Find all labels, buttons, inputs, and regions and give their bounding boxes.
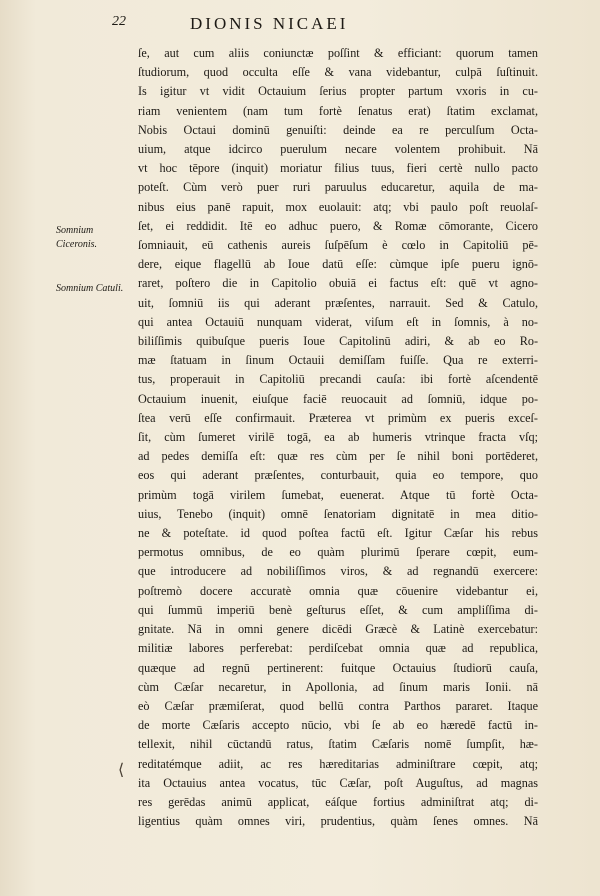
text-line: res gerēdas animū applicat, eáſque fortius adminiſtrat atq; di- xyxy=(138,794,538,809)
text-line: qui antea Octauiū nunquam viderat, viſum eſt in ſomnis, à no- xyxy=(138,314,538,329)
page-number: 22 xyxy=(112,14,126,29)
running-title: DIONIS NICAEI xyxy=(190,14,349,33)
handwritten-bracket-mark: ⟨ xyxy=(118,762,125,779)
text-line: ita Octauius antea vocatus, tūc Cæſar, poſt Auguſtus, ad magnas xyxy=(138,775,538,790)
text-line: uium, atque idcirco puerulum necare volentem prohibuit. Nā xyxy=(138,142,538,157)
text-line: que introducere ad nobiliſſimos viros, & ad regnandū exercere: xyxy=(138,564,538,579)
text-line: militiæ labores perferebat: perdiſcebat omnia quæ ad republica, xyxy=(138,641,538,656)
text-line: ligentius quàm omnes viri, prudentius, quàm ſenes omnes. Nā xyxy=(138,814,538,829)
text-line: ad pedes demiſſa eſt: quæ res cùm per ſe nihil boni portēderet, xyxy=(138,449,538,464)
text-line: eos qui aderant præſentes, conturbauit, quia eo tempore, quo xyxy=(138,468,538,483)
text-line: gnitate. Nā in omni genere dicēdi Græcè & Latinè exercebatur: xyxy=(138,622,538,637)
text-line: ſe, aut cum aliis coniunctæ poſſint & efficiant: quorum tamen xyxy=(138,46,538,60)
text-line: qui ſummū imperiū benè geſturus eſſet, & cum ampliſſima di- xyxy=(138,602,538,617)
body-text xyxy=(138,44,538,831)
text-line: uius, Tenebo (inquit) omnē ſenatoriam dignitatē in mea ditio- xyxy=(138,506,538,521)
text-line: ne & poteſtate. id quod poſtea factū eſt. Igitur Cæſar his rebus xyxy=(138,526,538,541)
text-line: dere, eique flagellū ab Ioue datū eſſe: cùmque ipſe pueru ignō- xyxy=(138,257,538,272)
text-line: riam venientem (nam tum fortè ſenatus erat) ſtatim exclamat, xyxy=(138,103,538,118)
text-line: ſtea verū eſſe confirmauit. Præterea vt primùm ex pueris exceſ- xyxy=(138,410,538,425)
text-line: raret, poſtero die in Capitolio obuiā ei factus eſt: quē vt agno- xyxy=(138,276,538,291)
text-line: ſit, cùm ſumeret virilē togā, ea ab humeris vtrinque fracta vſq; xyxy=(138,430,538,445)
text-line: permotus omnibus, de eo quàm plurimū ſperare cœpit, eum- xyxy=(138,545,538,560)
text-line: cùm Cæſar necaretur, in Apollonia, ad ſinum maris Ionii. nā xyxy=(138,679,538,694)
text-line: de morte Cæſaris accepto nūcio, vbi ſe ab eo hæredē factū in- xyxy=(138,718,538,733)
text-line: Octauium inuenit, eiuſque faciē reuocauit ad ſomniū, idque po- xyxy=(138,391,538,406)
text-line: ſtudiorum, quod occulta eſſe & vana videbantur, culpā ſuſtinuit. xyxy=(138,65,538,80)
running-head xyxy=(0,14,600,40)
text-line: poſtremò docere accuratè omnia quæ cōuenire videbantur ei, xyxy=(138,583,538,598)
text-line: biliſſimis quibuſque pueris Ioue Capitolinū adiri, & ab eo Ro- xyxy=(138,334,538,349)
margin-note-cicero: Somnium Ciceronis. xyxy=(56,225,98,250)
text-line: primùm togā virilem ſumebat, euenerat. Atque tū fortè Octa- xyxy=(138,487,538,502)
text-line: eò Cæſar præmiſerat, quod bellū contra Parthos pararet. Itaque xyxy=(138,698,538,713)
text-line: mæ ſtatuam in ſinum Octauii demiſſam fuiſſe. Qua re exterri- xyxy=(138,353,538,368)
text-line: tus, properauit in Capitoliū precandi cauſa: ibi fortè aſcendentē xyxy=(138,372,538,387)
text-line: ſomniauit, eū cathenis aureis ſuſpēſum è cœlo in Capitoliū pē- xyxy=(138,238,538,253)
text-line: quæque ad regnū pertinerent: fuitque Octauius ſtudiorū cauſa, xyxy=(138,660,538,675)
text-line: uit, ſomniū iis qui aderant præſentes, narrauit. Sed & Catulo, xyxy=(138,295,538,310)
text-line: nibus eius panē rapuit, mox euolauit: atq; vbi paulo poſt reuolaſ- xyxy=(138,199,538,214)
text-line: reditatémque adiit, ac res hæreditarias adminiſtrare cœpit, atq; xyxy=(138,756,538,771)
text-line: Is igitur vt vidit Octauium ſerius propter partum vxoris in cu- xyxy=(138,84,538,99)
text-line: vt hoc tēpore (inquit) moriatur filius tuus, fieri certè nullo pacto xyxy=(138,161,538,176)
text-line: Nobis Octaui dominū genuiſti: deinde ea re perculſum Octa- xyxy=(138,122,538,137)
margin-note-catulus: Somnium Catuli. xyxy=(56,283,124,294)
text-line: ſet, ei reddidit. Itē eo adhuc puero, & Romæ cōmorante, Cicero xyxy=(138,218,538,233)
text-line: tellexit, nihil cūctandū ratus, ſtatim Cæſaris nomē ſumpſit, hæ- xyxy=(138,737,538,752)
text-line: poteſt. Cùm verò puer ruri paruulus educaretur, aquila de ma- xyxy=(138,180,538,195)
